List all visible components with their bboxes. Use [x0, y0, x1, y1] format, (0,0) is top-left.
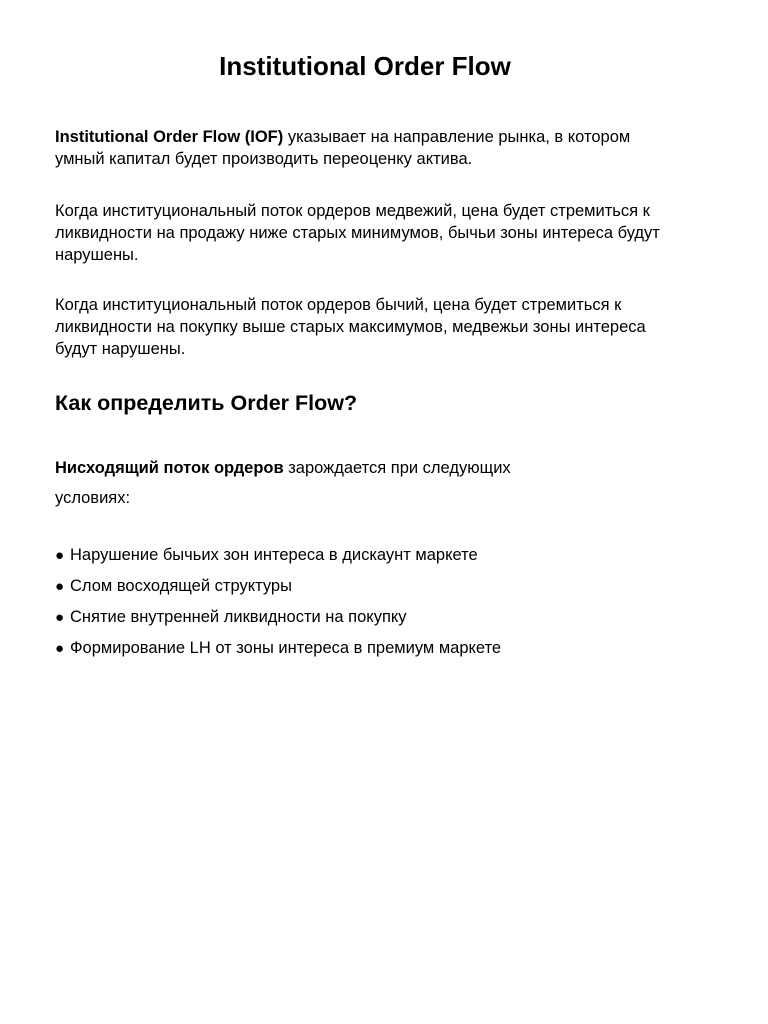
- intro-paragraph: [55, 126, 680, 170]
- intro-text: указывает на направление рынка, в котором умный капитал будет производить переоценку актива.: [55, 128, 631, 168]
- downtrend-text: зарождается при следующих условиях:: [55, 459, 511, 507]
- bearish-paragraph: Когда институциональный поток ордеров медвежий, цена будет стремиться к ликвидности на продажу ниже старых минимумов, бычьи зоны интереса будут нарушены.: [55, 202, 660, 264]
- list-item-text: Слом восходящей структуры: [70, 577, 292, 595]
- bullet-icon: ●: [55, 578, 65, 595]
- intro-term: Institutional Order Flow (IOF): [55, 128, 284, 146]
- list-item: [55, 543, 501, 574]
- bullet-icon: ●: [55, 640, 65, 657]
- list-item-text: Формирование LH от зоны интереса в премиум маркете: [70, 639, 502, 657]
- downtrend-term: Нисходящий поток ордеров: [55, 459, 284, 477]
- list-item: [55, 605, 501, 636]
- list-item: [55, 574, 501, 605]
- list-item: [55, 636, 501, 667]
- bullish-paragraph: Когда институциональный поток ордеров бычий, цена будет стремиться к ликвидности на покупку выше старых максимумов, медвежьи зоны интереса будут нарушены.: [55, 296, 646, 358]
- page-title: Institutional Order Flow: [219, 51, 511, 81]
- list-item-text: Нарушение бычьих зон интереса в дискаунт маркете: [70, 546, 478, 564]
- conditions-list: [55, 543, 501, 667]
- downtrend-paragraph: [55, 453, 575, 513]
- section-heading: Как определить Order Flow?: [55, 391, 358, 415]
- bullet-icon: ●: [55, 547, 65, 564]
- bullet-icon: ●: [55, 609, 65, 626]
- list-item-text: Снятие внутренней ликвидности на покупку: [70, 608, 407, 626]
